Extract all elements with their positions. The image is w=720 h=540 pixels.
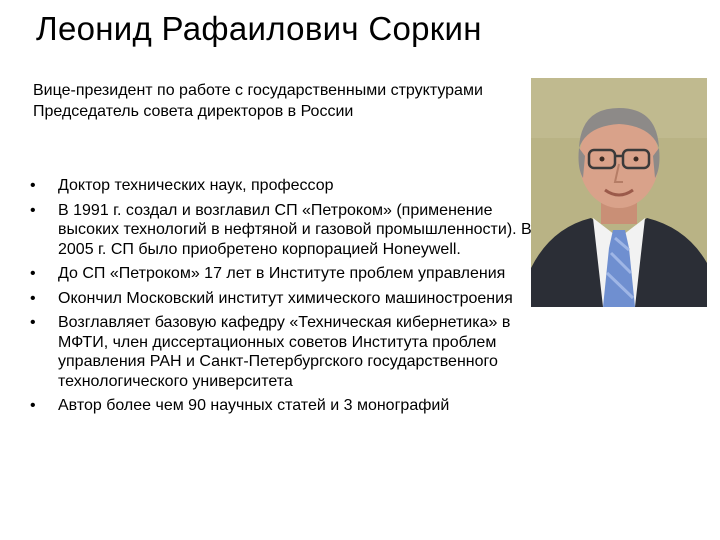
list-item (30, 264, 546, 284)
list-item (30, 289, 546, 309)
bullet-text: Окончил Московский институт химического машиностроения (58, 289, 513, 307)
list-item (30, 201, 546, 260)
bullet-icon: • (30, 397, 36, 414)
bullet-text: Возглавляет базовую кафедру «Техническая кибернетика» в МФТИ, член диссертационных советов Института проблем управления РАН и Санкт-Петербургского государственного технологического университета (58, 314, 511, 390)
bullet-icon: • (30, 289, 36, 307)
bullet-icon: • (30, 177, 36, 194)
list-item (30, 176, 546, 196)
bullet-text: В 1991 г. создал и возглавил СП «Петроком» (применение высоких технологий в нефтяной и газовой промышленности). В 2005 г. СП было приобретено корпорацией Honeywell. (58, 201, 532, 258)
bullet-text: Доктор технических наук, профессор (58, 177, 334, 194)
portrait-photo (531, 78, 707, 307)
list-item (30, 313, 546, 391)
list-item (30, 396, 546, 416)
bullet-icon: • (30, 314, 36, 331)
bullet-text: До СП «Петроком» 17 лет в Институте проблем управления (58, 265, 506, 282)
bullet-icon: • (30, 265, 36, 282)
bio-bullet-list (30, 176, 546, 421)
bullet-icon: • (30, 201, 36, 219)
bullet-text: Автор более чем 90 научных статей и 3 монографий (58, 397, 450, 414)
page-title: Леонид Рафаилович Соркин (36, 10, 482, 47)
roles-block (33, 80, 513, 122)
role-line-2: Председатель совета директоров в России (33, 103, 354, 120)
role-line-1: Вице-президент по работе с государственными структурами (33, 82, 483, 99)
